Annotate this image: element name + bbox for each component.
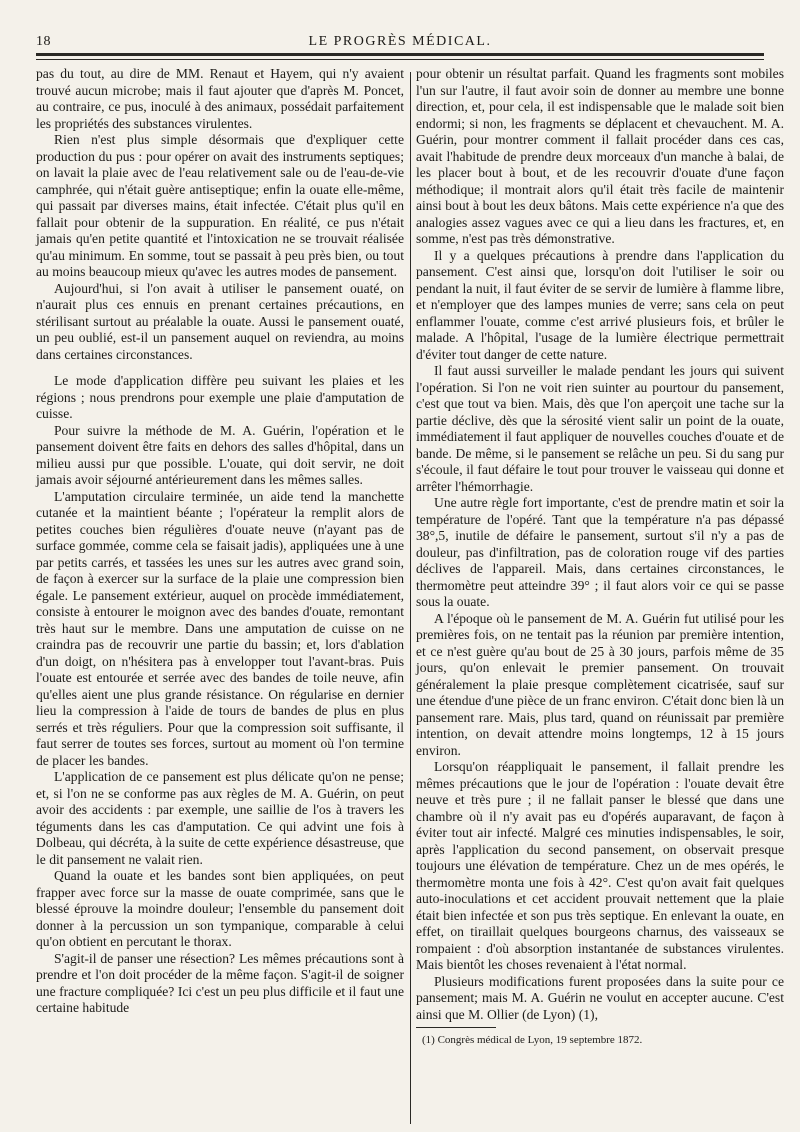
paragraph: A l'époque où le pansement de M. A. Guérin fut utilisé pour les premières fois, on ne tentait pas la réunion par première intention, et ce n'est guère qu'au bout de 25 à 30 jours, parfois même de 35 jours, qu'on enlevait le premier pansement. On trouvait généralement la plaie presque complètement cicatrisée, sauf sur une étendue d'une pièce de un franc environ. C'était donc bien là un pansement rare. Mais, plus tard, quand on réunissait par première intention, on devait attendre moins longtemps, 12 à 15 jours environ. <box>416 610 784 758</box>
running-title: LE PROGRÈS MÉDICAL. <box>308 34 492 49</box>
page-number: 18 <box>36 34 51 49</box>
paragraph: pas du tout, au dire de MM. Renaut et Hayem, qui n'y avaient trouvé aucun microbe; mais il faut ajouter que d'après M. Poncet, au contraire, ce pus, inoculé à des animaux, possédait parfaitement les propriétés des substances virulentes. <box>36 66 404 131</box>
right-column <box>416 66 784 1047</box>
header-rule-thick <box>36 53 764 56</box>
paragraph: Quand la ouate et les bandes sont bien appliquées, on peut frapper avec force sur la masse de ouate comprimée, sans que le blessé éprouve la moindre douleur; l'ensemble du pansement doit donner à la percussion un son tympanique, comparable à celui qu'on obtient en percutant le thorax. <box>36 868 404 949</box>
paragraph: Il y a quelques précautions à prendre dans l'application du pansement. C'est ainsi que, lorsqu'on doit l'utiliser le soir ou pendant la nuit, il faut éviter de se servir de lumière à flamme libre, et n'employer que des lampes munies de verre; sans cela on peut enflammer l'ouate, comme c'est arrivé plusieurs fois, et brûler le malade. A l'hôpital, l'usage de la lumière électrique permettrait d'éviter tout danger de cette nature. <box>416 247 784 362</box>
left-column <box>36 66 404 1017</box>
paragraph: Il faut aussi surveiller le malade pendant les jours qui suivent l'opération. Si l'on ne voit rien suinter au pourtour du pansement, c'est que tout va bien. Mais, dès que l'on aperçoit une tache sur la partie déclive, dès que la sérosité vient salir un point de la ouate, immédiatement il faut appliquer de nouvelles couches d'ouate et de bande. De même, si le pansement se relâche un peu. Si du sang pur s'écoule, il faut défaire le tout pour trouver le vaisseau qui donne et arrêter l'hémorrhagie. <box>416 363 784 494</box>
paragraph: Aujourd'hui, si l'on avait à utiliser le pansement ouaté, on n'aurait plus ces ennuis en prenant certaines précautions, en stérilisant surtout au préalable la ouate. Aussi le pansement ouaté, un peu oublié, est-il un pansement auquel on reviendra, au moins dans certaines circonstances. <box>36 280 404 362</box>
paragraph: L'amputation circulaire terminée, un aide tend la manchette cutanée et la maintient béante ; l'opérateur la remplit alors de petites couches bien régulières d'ouate neuve (n'ayant pas de surface gommée, comme cela se faisait jadis), appliquées une à une par petits carrés, et tassées les unes sur les autres avec grand soin, de façon à exercer sur la surface de la plaie une compression bien égale. Le pansement extérieur, auquel on procède immédiatement, consiste à entourer le moignon avec des bandes d'ouate, remontant très haut sur le membre. Dans une amputation de cuisse on ne craindra pas de recouvrir une partie du bassin; et, lors d'ablation d'un doigt, on n'hésitera pas à envelopper tout l'avant-bras. Puis l'ouate est entourée et serrée avec des bandes de toile neuve, afin qu'elles aient une plus grande résistance. On régularise en dernier lieu la compression à l'aide de tours de bandes de plus en plus serrés et très réguliers. Pour que la compression soit suffisante, il faut serrer de toutes ses forces, surtout au moment où l'on termine de placer les bandes. <box>36 488 404 768</box>
footnote: (1) Congrès médical de Lyon, 19 septembre 1872. <box>422 1034 643 1046</box>
paragraph: Le mode d'application diffère peu suivant les plaies et les régions ; nous prendrons pour exemple une plaie d'amputation de cuisse. <box>36 373 404 421</box>
page-header <box>36 30 764 50</box>
paragraph: Plusieurs modifications furent proposées dans la suite pour ce pansement; mais M. A. Guérin ne voulut en accepter aucune. C'est ainsi que M. Ollier (de Lyon) (1), <box>416 973 784 1022</box>
paragraph: Lorsqu'on réappliquait le pansement, il fallait prendre les mêmes précautions que le jour de l'opération : l'ouate devait être neuve et très pure ; il ne fallait panser le blessé que dans une chambre où il n'y avait pas eu d'opérés auparavant, de façon à éviter tout air infecté. Malgré ces minuties indispensables, le soir, après l'application du second pansement, on observait presque toujours une élévation de température. Chez un de mes opérés, le thermomètre monta une fois à 42°. C'est qu'on avait fait quelques auto-inoculations et cet accident prouvait nettement que la plaie était bien infectée et son pus très septique. En enlevant la ouate, en effet, on tiraillait quelques bourgeons charnus, des vaisseaux se rompaient : d'où absorption instantanée de substances virulentes. Mais bientôt les choses revenaient à l'état normal. <box>416 759 784 972</box>
paragraph: L'application de ce pansement est plus délicate qu'on ne pense; et, si l'on ne se conforme pas aux règles de M. A. Guérin, on peut avoir des accidents : par exemple, une saillie de l'os à travers les téguments dans les cas d'amputation. Ce qui advint une fois à Dolbeau, qui décréta, à la suite de cette expérience désastreuse, que le dit pansement ne valait rien. <box>36 769 404 867</box>
paragraph: S'agit-il de panser une résection? Les mêmes précautions sont à prendre et l'on doit procéder de la même façon. S'agit-il de soigner une fracture compliquée? Ici c'est un peu plus difficile et il faut une certaine habitude <box>36 950 404 1015</box>
header-rule-thin <box>36 59 764 60</box>
footnote-rule <box>416 1027 496 1028</box>
paragraph: pour obtenir un résultat parfait. Quand les fragments sont mobiles l'un sur l'autre, il faut avoir soin de donner au membre une bonne direction, et, pour cela, il est indispensable que le malade soit bien endormi; si non, les fragments se déplacent et chevauchent. M. A. Guérin, pour montrer comment il fallait procéder dans ces cas, avait l'habitude de prendre deux morceaux d'un manche à balai, de les placer bout à bout, et de les recouvrir d'ouate d'une façon méthodique; il montrait alors qu'il était très facile de maintenir ainsi bout à bout les deux bâtons. Mais cette expérience n'a que des analogies assez vagues avec ce qui a lieu dans les fractures, et, en somme, n'est pas très démonstrative. <box>416 66 784 246</box>
text-columns <box>36 66 784 1124</box>
paragraph: Une autre règle fort importante, c'est de prendre matin et soir la température de l'opéré. Tant que la température n'a pas dépassé 38°,5, inutile de défaire le pansement, surtout s'il n'y a pas de douleur, pas d'infiltration, pas de coloration rouge vif des parties déclives de l'appareil. Mais, dans certaines circonstances, le thermomètre peut atteindre 39° ; il faut alors voir ce qui se passe sous la ouate. <box>416 495 784 609</box>
paragraph: Rien n'est plus simple désormais que d'expliquer cette production du pus : pour opérer on avait des instruments septiques; on lavait la plaie avec de l'eau relativement sale ou de l'eau-de-vie camphrée, qui n'était guère antiseptique; enfin la ouate elle-même, qui passait par diverses mains, était infectée. C'était plus qu'il en fallait pour obtenir de la suppuration. En réalité, ce pus n'était jamais qu'en petite quantité et l'intoxication ne se trouvait réalisée qu'au minimum. En somme, tout se passait à peu près bien, ou tout au moins beaucoup mieux qu'avec les autres modes de pansement. <box>36 132 404 279</box>
paragraph: Pour suivre la méthode de M. A. Guérin, l'opération et le pansement doivent être faits en dehors des salles d'hôpital, dans un milieu aussi pur que possible. L'ouate, qui doit servir, ne doit jamais avoir séjourné antérieurement dans les mêmes salles. <box>36 422 404 487</box>
column-divider <box>410 72 411 1124</box>
